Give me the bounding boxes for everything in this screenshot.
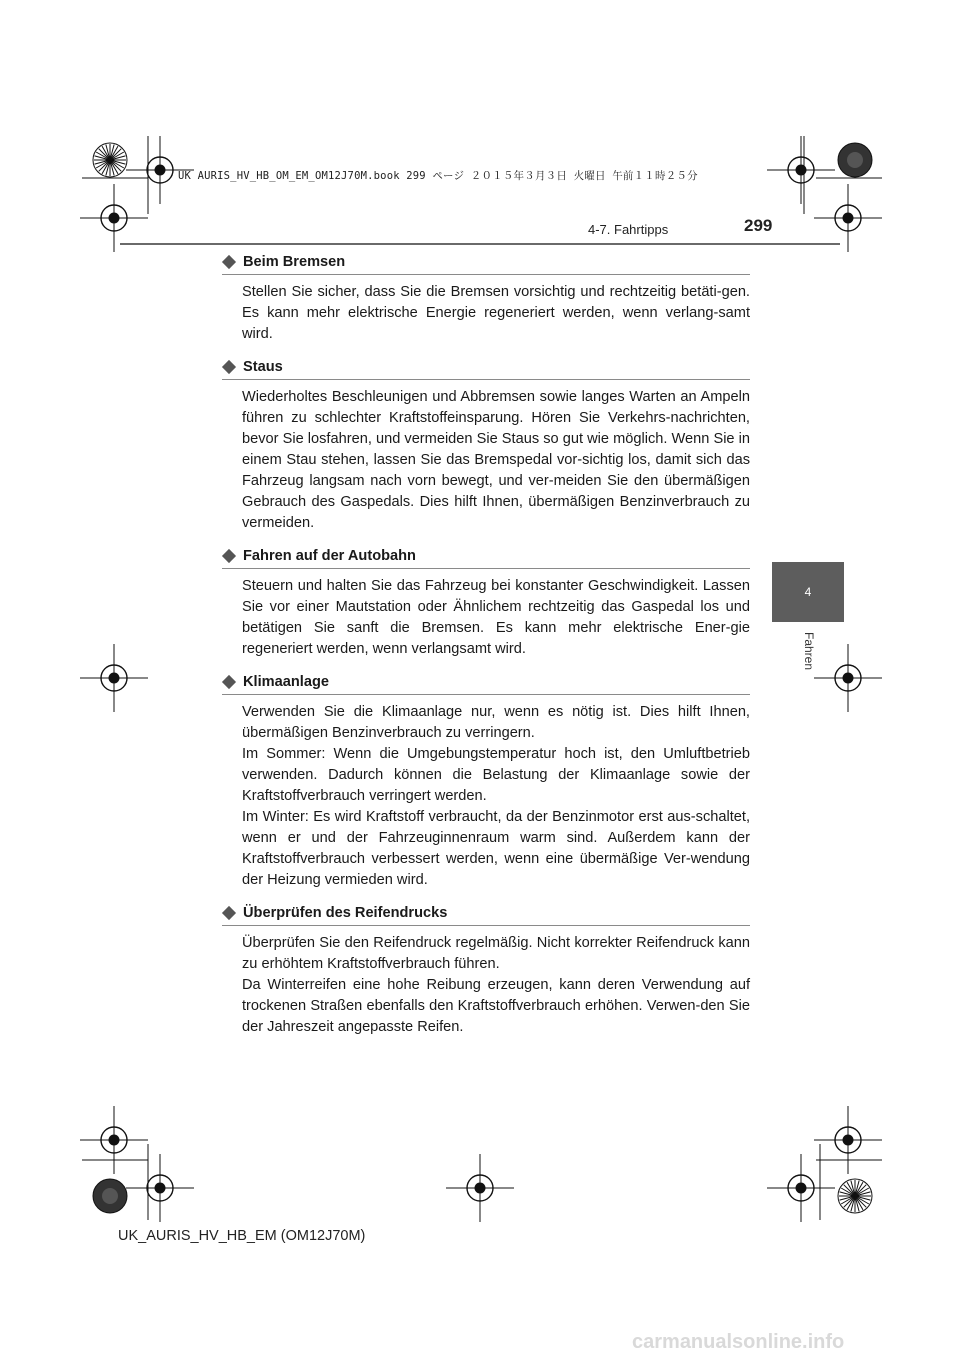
chapter-name: Fahren — [802, 631, 816, 671]
chapter-number: 4 — [804, 585, 812, 599]
section-motorway — [222, 548, 750, 660]
section-label: 4-7. Fahrtipps — [588, 222, 669, 237]
section-air-conditioning — [222, 674, 750, 891]
starburst-icon — [838, 143, 872, 177]
chapter-tab — [772, 562, 844, 622]
page-number: 299 — [744, 216, 773, 235]
paragraph: Im Winter: Es wird Kraftstoff verbraucht, da der Benzinmotor erst aus-schaltet, wenn er und der Fahrzeuginnenraum warm sind. Außerdem kann der Kraftstoffverbrauch verbessert werden, wenn eine übermäßige Ver-wendung der Heizung vermieden wird. — [242, 809, 750, 888]
print-info-line: UK AURIS_HV_HB_OM_EM_OM12J70M.book 299 ページ ２０１５年３月３日 火曜日 午前１１時２５分 — [178, 170, 698, 182]
crosshair-icon — [80, 184, 148, 252]
diamond-bullet-icon — [222, 675, 236, 689]
section-title: Klimaanlage — [243, 674, 329, 690]
section-heading — [222, 254, 750, 275]
diamond-bullet-icon — [222, 906, 236, 920]
paragraph: Stellen Sie sicher, dass Sie die Bremsen vorsichtig und rechtzeitig betäti-gen. Es kann mehr elektrische Energie regeneriert werden, wenn verlang-samt wird. — [242, 284, 750, 342]
diamond-bullet-icon — [222, 549, 236, 563]
section-heading — [222, 359, 750, 380]
crosshair-icon — [767, 1154, 835, 1222]
section-title: Fahren auf der Autobahn — [243, 548, 416, 564]
crosshair-icon — [80, 644, 148, 712]
diamond-bullet-icon — [222, 360, 236, 374]
section-heading — [222, 905, 750, 926]
paragraph: Steuern und halten Sie das Fahrzeug bei konstanter Geschwindigkeit. Lassen Sie vor einer Mautstation oder Ähnlichem rechtzeitig das Gaspedal los und betätigen Sie sanft die Bremsen. Es kann mehr elektrische Ener-gie regeneriert werden, wenn verlangsamt wird. — [242, 578, 750, 657]
section-title: Staus — [243, 359, 283, 375]
starburst-icon — [93, 143, 127, 177]
crosshair-icon — [767, 136, 835, 204]
section-title: Überprüfen des Reifendrucks — [243, 905, 448, 921]
paragraph: Verwenden Sie die Klimaanlage nur, wenn es nötig ist. Dies hilft Ihnen, übermäßigen Benzinverbrauch zu verringern. — [242, 704, 750, 741]
section-title: Beim Bremsen — [243, 254, 346, 270]
document-code: UK_AURIS_HV_HB_EM (OM12J70M) — [118, 1228, 366, 1244]
header-rule — [120, 243, 840, 245]
crosshair-icon — [814, 184, 882, 252]
crosshair-icon — [126, 1154, 194, 1222]
paragraph: Wiederholtes Beschleunigen und Abbremsen sowie langes Warten an Ampeln führen zu schlechter Kraftstoffeinsparung. Hören Sie Verkehrs-nachrichten, bevor Sie losfahren, und vermeiden Sie Staus so gut wie möglich. Wenn Sie in einem Stau stehen, lassen Sie das Bremspedal vor-sichtig los, damit sich das Fahrzeug langsam nach vorn bewegt, und ver-meiden Sie den übermäßigen Gebrauch des Gaspedals. Dies hilft Ihnen, übermäßigen Benzinverbrauch zu vermeiden. — [242, 389, 750, 531]
paragraph: Im Sommer: Wenn die Umgebungstemperatur hoch ist, den Umluftbetrieb verwenden. Dadurch können die Belastung der Klimaanlage sowie der Kraftstoffverbrauch verringert werden. — [242, 746, 750, 804]
section-braking — [222, 254, 750, 345]
diamond-bullet-icon — [222, 255, 236, 269]
section-heading — [222, 548, 750, 569]
starburst-icon — [93, 1179, 127, 1213]
section-tyre-pressure — [222, 905, 750, 1038]
section-traffic-jams — [222, 359, 750, 534]
section-heading — [222, 674, 750, 695]
watermark: carmanualsonline.info — [632, 1331, 845, 1353]
crosshair-icon — [814, 1106, 882, 1174]
starburst-icon — [838, 1179, 872, 1213]
chapter-name-label — [784, 628, 834, 674]
paragraph: Überprüfen Sie den Reifendruck regelmäßig. Nicht korrekter Reifendruck kann zu erhöhtem Kraftstoffverbrauch führen. — [242, 935, 750, 972]
paragraph: Da Winterreifen eine hohe Reibung erzeugen, kann deren Verwendung auf trockenen Straßen ebenfalls den Kraftstoffverbrauch erhöhen. Verwen-den Sie der Jahreszeit angepasste Reifen. — [242, 977, 750, 1035]
main-content — [222, 254, 750, 1052]
crosshair-icon — [446, 1154, 514, 1222]
crosshair-icon — [80, 1106, 148, 1174]
